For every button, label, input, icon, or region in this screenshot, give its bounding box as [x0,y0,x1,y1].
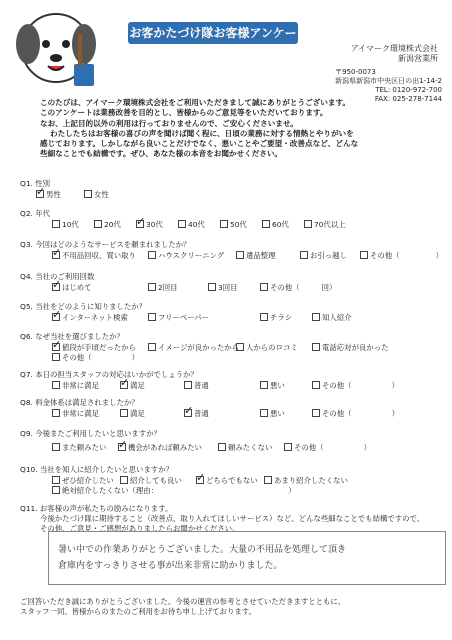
q4-option[interactable]: 3回目 [208,282,237,293]
q6-option[interactable]: 電話応対が良かった [312,342,389,353]
q6-option[interactable]: 人からのロコミ [236,342,298,353]
q9-option[interactable]: また頼みたい [52,442,106,453]
handwritten-answer-line: 暑い中での作業ありがとうございました。大量の不用品を処理して頂き [58,545,347,555]
company-name: アイマーク環境株式会社 [350,44,438,53]
intro-line: わたしたちはお客様の喜びの声を聞けば聞く程に、日頃の業務に対する情熱とやりがいを [50,128,354,138]
q7-option[interactable]: 非常に満足 [52,380,99,391]
q4-label: Q4. 当社のご利用回数 [20,272,95,281]
q5-option[interactable]: 知人紹介 [312,312,352,323]
handwritten-answer-line: 倉庫内をすっきりさせる事が出来非常に助かりました。 [58,561,283,571]
intro-line: 些細なことでも結構です。ぜひ、あなた様の本音をお聞かせください。 [40,149,283,159]
fax: FAX: 025-278-7144 [374,95,442,103]
q7-option[interactable]: 悪い [260,380,285,391]
q10-label: Q10. 当社を知人に紹介したいと思いますか？ [20,465,173,474]
address: 新潟県新潟市中央区日の出1-14-2 [335,77,442,85]
q4-option-other[interactable]: その他（ 回） [260,282,336,293]
q9-label: Q9. 今後またご利用したいと思いますか？ [20,429,161,438]
q9-option[interactable]: 頼みたくない [218,442,272,453]
q8-option[interactable]: 悪い [260,408,285,419]
footer-line: スタッフ一同、皆様からのまたのご利用をお待ち申し上げております。 [20,607,256,616]
q2-option[interactable]: 10代 [52,219,79,230]
q2-option[interactable]: 60代 [262,219,289,230]
q4-option[interactable]: ✓はじめて [52,282,92,293]
q8-label: Q8. 料金体系は満足されましたか？ [20,398,139,407]
q7-option[interactable]: 普通 [184,380,209,391]
q6-option[interactable]: ✓値段が手頃だったから [52,342,136,353]
q11-line: その他、ご意見・ご感想がありましたらお聞かせください。 [40,524,240,533]
q8-option[interactable]: 満足 [120,408,145,419]
q7-option-other[interactable]: その他（ ） [312,380,399,391]
q3-option[interactable]: ハウスクリーニング [148,250,224,261]
q2-option[interactable]: 20代 [94,219,121,230]
q6-label: Q6. なぜ当社を選びましたか？ [20,332,124,341]
q9-option-other[interactable]: その他（ ） [284,442,371,453]
checkbox[interactable] [84,190,92,198]
q10-option-other[interactable]: 絶対紹介したくない（理由： ） [52,485,296,496]
q5-option[interactable]: ✓インターネット検索 [52,312,128,323]
q5-option[interactable]: フリーペーパー [148,312,209,323]
q10-option[interactable]: ✓ どちらでもない [196,475,258,486]
q10-option[interactable]: 紹介しても良い [120,475,182,486]
tel: TEL: 0120-972-700 [375,86,442,94]
q6-option-other[interactable]: その他（ ） [52,352,139,363]
q7-label: Q7. 本日の担当スタッフの対応はいかがでしょうか？ [20,370,198,379]
q11-line: 今後かたづけ隊に期待すること（改善点、取り入れてほしいサービス）など、どんな些細なことでも結構ですので、 [40,514,425,523]
q3-label: Q3. 今回はどのようなサービスを頼まれましたか？ [20,240,191,249]
intro-line: 感じております。しかしながら良いことだけでなく、悪いことやご要望・改善点など、どんな [40,139,359,149]
postal-code: 〒950-0073 [335,68,376,76]
company-info [351,44,438,64]
q2-label: Q2. 年代 [20,209,50,218]
q6-option[interactable]: イメージが良かったから [148,342,239,353]
intro-text [40,98,440,160]
q5-label: Q5. 当社をどのように知りましたか？ [20,302,147,311]
q8-option[interactable]: 非常に満足 [52,408,99,419]
q3-option[interactable]: お引っ越し [300,250,347,261]
q1-option-male[interactable]: ✓男性 [36,189,61,200]
q2-option[interactable]: 70代以上 [304,219,346,230]
checkbox[interactable] [36,190,44,198]
q3-option-other[interactable]: その他（ ） [360,250,443,261]
intro-line: このたびは、アイマーク環境株式会社をご利用いただきまして誠にありがとうございます。 [40,98,351,107]
q7-option[interactable]: ✓ 満足 [120,380,145,391]
footer-text [20,597,345,617]
q1-label: Q1. 性別 [20,179,50,188]
q2-option[interactable]: 50代 [220,219,247,230]
intro-line: なお、上記目的以外の利用は行っておりませんので、ご安心くださいませ。 [40,118,298,128]
q1-option-female[interactable]: 女性 [84,189,109,200]
survey-title: お客かたづけ隊お客様アンケート [128,22,298,44]
branch-name: 新潟営業所 [398,54,438,63]
q10-option[interactable]: ぜひ紹介したい [52,475,114,486]
q2-option[interactable]: 40代 [178,219,205,230]
q10-option[interactable]: あまり紹介したくない [264,475,348,486]
q11-label: Q11. お客様の声が私たちの励みになります。 [20,504,173,513]
q4-option[interactable]: 2回目 [148,282,177,293]
intro-line: このアンケートは業務改善を目的とし、皆様からのご意見等をいただいております。 [40,108,328,118]
q8-option-other[interactable]: その他（ ） [312,408,399,419]
q9-option[interactable]: ✓ 機会があれば頼みたい [118,442,202,453]
q8-option[interactable]: ✓ 普通 [184,408,209,419]
q3-option[interactable]: 遺品整理 [236,250,276,261]
q5-option[interactable]: チラシ [260,312,292,323]
dog-mascot-logo [4,4,104,92]
footer-line: ご回答いただき誠にありがとうございました。今後の運営の参考とさせていただきますとともに、 [20,597,346,606]
q3-option[interactable]: ✓不用品回収、買い取り [52,250,136,261]
q2-option[interactable]: ✓ 30代 [136,219,163,230]
